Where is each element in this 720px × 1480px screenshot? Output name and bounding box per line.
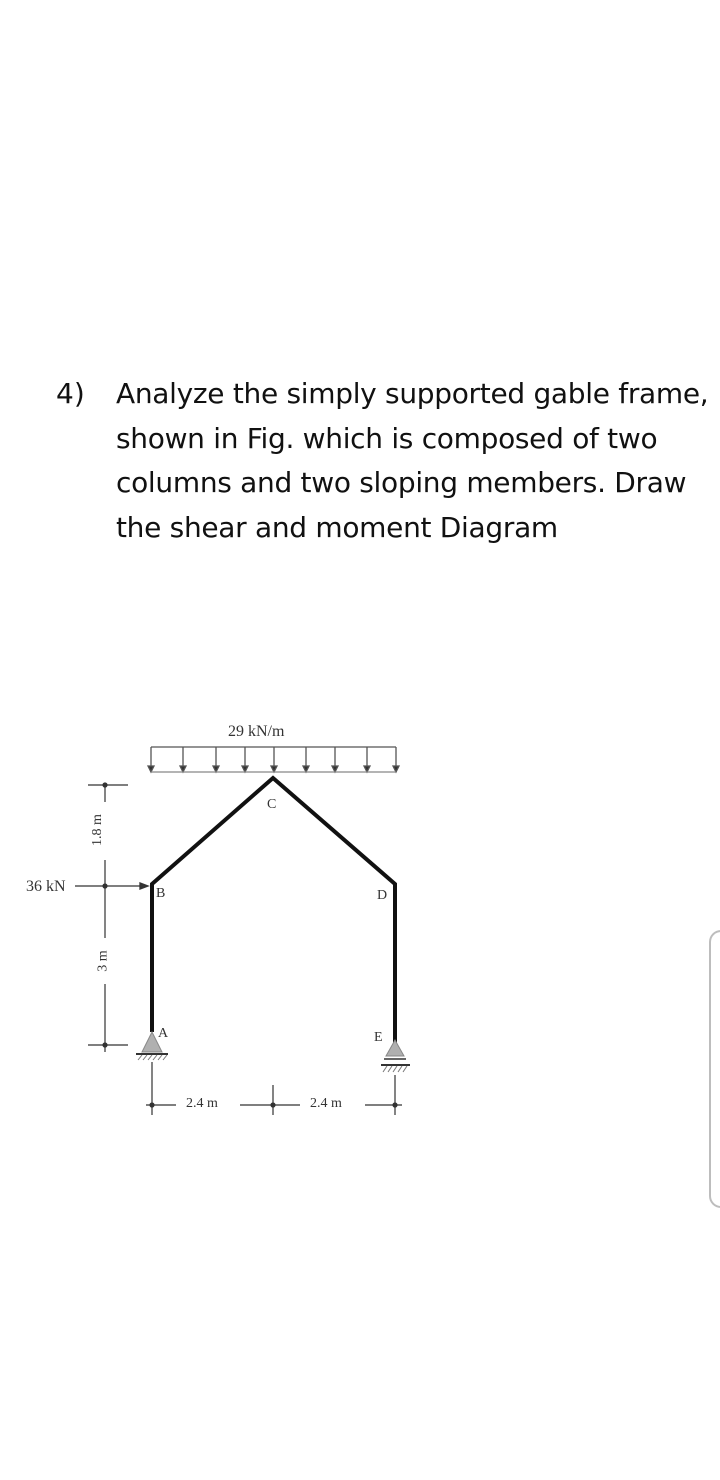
gable-frame-figure	[0, 700, 720, 1120]
question-line: columns and two sloping members. Draw	[116, 466, 687, 499]
question-line: Analyze the simply supported gable frame,	[116, 377, 709, 410]
frame-diagram	[0, 700, 720, 1120]
node-label-b: B	[156, 886, 166, 901]
question-line: shown in Fig. which is composed of two	[116, 421, 658, 455]
node-label-a: A	[158, 1026, 169, 1041]
node-label-c: C	[267, 797, 277, 812]
question-text	[116, 372, 716, 550]
roller-support-e	[381, 1040, 410, 1072]
horizontal-dimension	[146, 1062, 402, 1115]
point-load-label: 36 kN	[26, 878, 66, 895]
node-label-e: E	[374, 1030, 383, 1045]
column-dimension-label: 3 m	[95, 950, 111, 972]
point-load-arrow	[75, 883, 148, 889]
question-line: the shear and moment Diagram	[116, 510, 558, 544]
distributed-load-label: 29 kN/m	[228, 723, 285, 740]
frame-members	[152, 778, 395, 1045]
left-span-label: 2.4 m	[186, 1096, 218, 1111]
side-panel-handle[interactable]	[709, 930, 720, 1208]
distributed-load-arrows	[148, 747, 399, 772]
rise-dimension-label: 1.8 m	[89, 814, 105, 846]
right-span-label: 2.4 m	[310, 1096, 342, 1111]
node-label-d: D	[377, 888, 388, 903]
question-number: 4)	[56, 377, 85, 410]
